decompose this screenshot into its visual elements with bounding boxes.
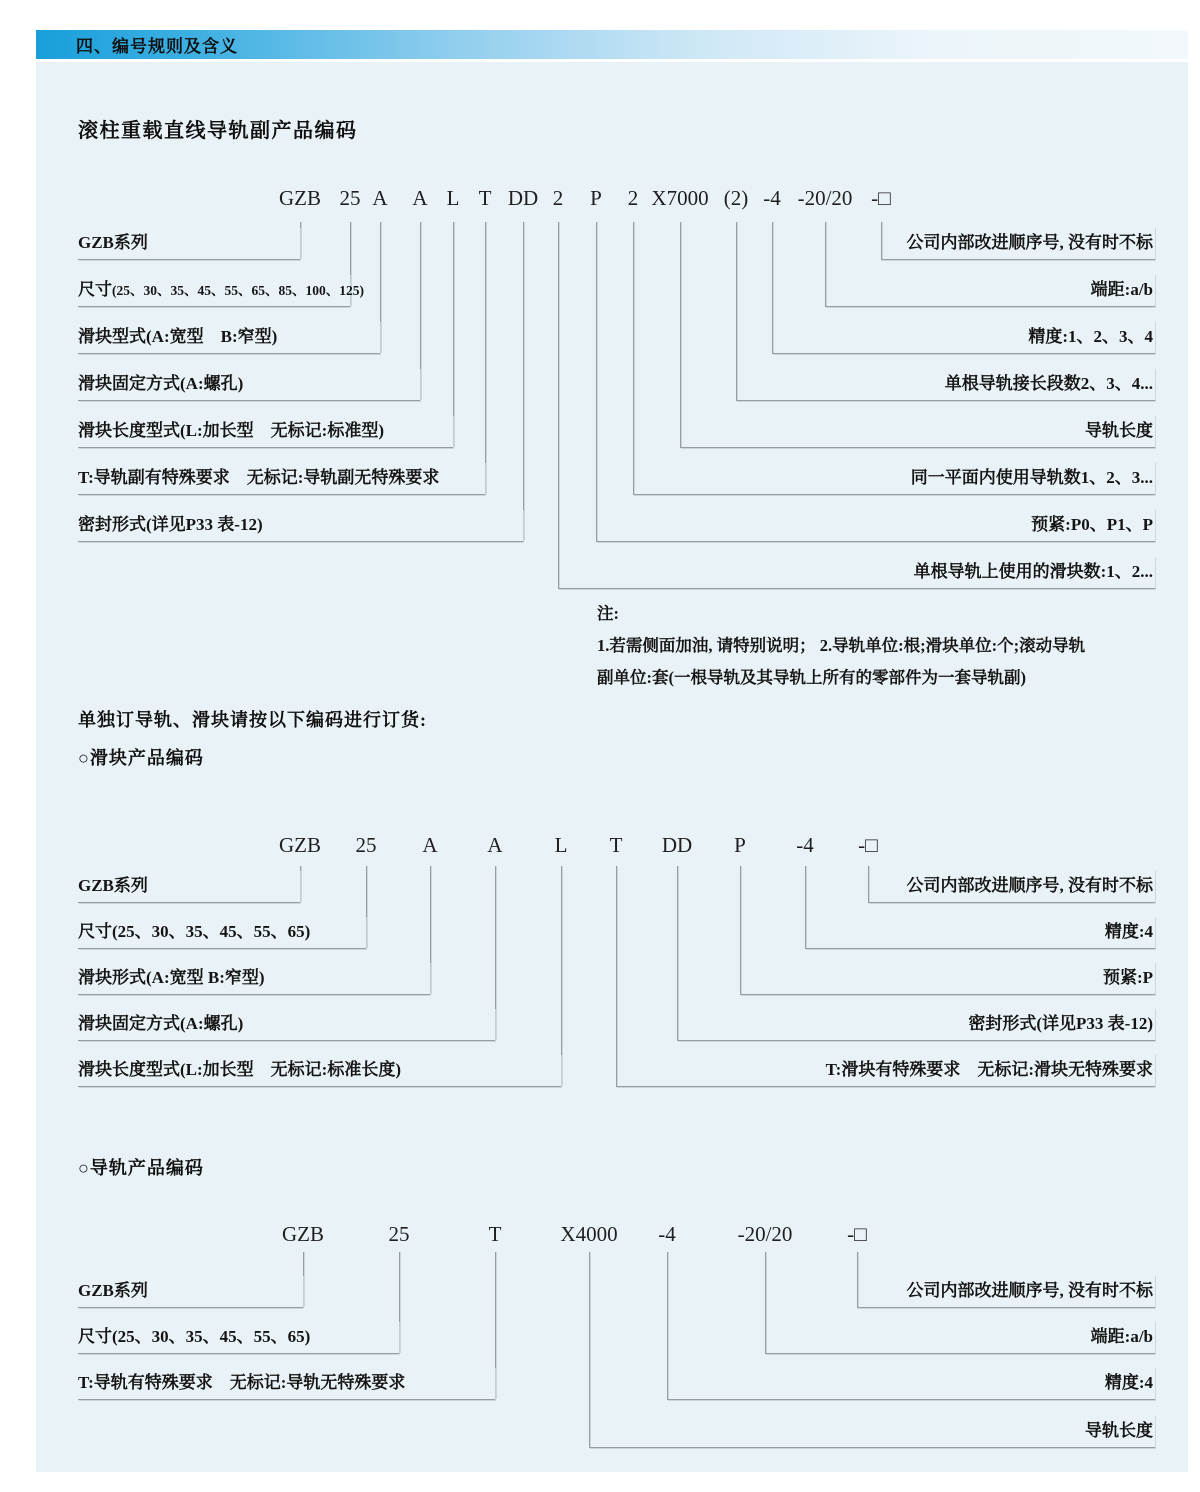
connector-line — [523, 222, 524, 541]
spec-label-main: 尺寸 — [78, 280, 112, 299]
code-token: A — [412, 186, 428, 210]
connector-line — [558, 222, 559, 588]
connector-line — [485, 222, 486, 494]
spec-label-right — [677, 1008, 1155, 1041]
connector-line — [300, 222, 301, 259]
spec-label-text: GZB系列 — [78, 1281, 148, 1300]
spec-label-text: 滑块固定方式(A:螺孔) — [78, 374, 244, 393]
spec-label-text: T:滑块有特殊要求 无标记:滑块无特殊要求 — [825, 1060, 1153, 1079]
spec-label-text: 导轨长度 — [1085, 1421, 1153, 1440]
code-token: 2 — [627, 186, 639, 210]
spec-label-left — [78, 870, 300, 903]
spec-label-right — [740, 962, 1155, 995]
connector-line — [430, 866, 431, 994]
rail-section-heading: ○导轨产品编码 — [78, 1158, 204, 1178]
spec-label-text: 滑块形式(A:宽型 B:窄型) — [78, 968, 265, 987]
code-token: (2) — [723, 186, 749, 210]
code-token: -4 — [763, 186, 781, 210]
spec-label-text: 滑块长度型式(L:加长型 无标记:标准长度) — [78, 1060, 401, 1079]
spec-label-right — [596, 509, 1155, 542]
spec-label-left — [78, 1054, 561, 1087]
section-header-title: 四、编号规则及含义 — [76, 37, 238, 56]
spec-label-text: 单根导轨上使用的滑块数:1、2... — [913, 562, 1153, 581]
code-token: 2 — [552, 186, 564, 210]
spec-label-left — [78, 368, 420, 401]
spec-label-right — [772, 321, 1155, 354]
code-token: 25 — [355, 833, 377, 857]
code-token: GZB — [279, 833, 321, 857]
spec-label-right — [736, 368, 1155, 401]
spec-label-text: 端距:a/b — [1090, 280, 1153, 299]
note-line-1: 1.若需侧面加油, 请特别说明； 2.导轨单位:根;滑块单位:个;滚动导轨 — [597, 636, 1086, 655]
spec-label-right — [558, 556, 1155, 589]
spec-label-text: 滑块长度型式(L:加长型 无标记:标准型) — [78, 421, 384, 440]
connector-line — [680, 222, 681, 447]
spec-label-sub: (25、30、35、45、55、65、85、100、125) — [112, 283, 364, 298]
code-token: A — [372, 186, 388, 210]
code-token: GZB — [282, 1222, 324, 1246]
spec-label-text: 预紧:P — [1102, 968, 1153, 987]
spec-label-right — [881, 227, 1155, 260]
connector-line — [300, 866, 301, 902]
code-token: -20/20 — [737, 1222, 793, 1246]
code-token: T — [478, 186, 492, 210]
code-token: -□ — [847, 1222, 867, 1246]
spec-label-left — [78, 916, 366, 949]
page-title: 滚柱重载直线导轨副产品编码 — [78, 120, 358, 142]
code-token: P — [734, 833, 746, 857]
code-token: X7000 — [651, 186, 709, 210]
code-token: X4000 — [560, 1222, 618, 1246]
code-token: -□ — [871, 186, 891, 210]
code-token: -□ — [858, 833, 878, 857]
spec-label-text: 滑块固定方式(A:螺孔) — [78, 1014, 244, 1033]
spec-label-text: 滑块型式(A:宽型 B:窄型) — [78, 327, 278, 346]
code-token: L — [554, 833, 568, 857]
connector-line — [399, 1252, 400, 1353]
spec-label-text: 精度:4 — [1104, 1373, 1153, 1392]
spec-label-left — [78, 462, 485, 495]
spec-label-left — [78, 321, 380, 354]
code-token: L — [446, 186, 460, 210]
code-token: -4 — [658, 1222, 676, 1246]
spec-label-right — [825, 274, 1155, 307]
connector-line — [420, 222, 421, 400]
spec-label-text: 公司内部改进顺序号, 没有时不标 — [906, 876, 1153, 895]
connector-line — [366, 866, 367, 948]
spec-label-text: GZB系列 — [78, 233, 148, 252]
spec-label-text: 精度:1、2、3、4 — [1028, 327, 1153, 346]
spec-label-left — [78, 1367, 495, 1400]
connector-line — [561, 866, 562, 1086]
note-label: 注: — [597, 604, 619, 623]
connector-line — [616, 866, 617, 1086]
note-line-2: 副单位:套(一根导轨及其导轨上所有的零部件为一套导轨副) — [597, 668, 1026, 687]
spec-label-left — [78, 1321, 399, 1354]
connector-line — [495, 866, 496, 1040]
spec-label-text: GZB系列 — [78, 876, 148, 895]
spec-label-right — [633, 462, 1155, 495]
spec-label-text: 导轨长度 — [1085, 421, 1153, 440]
code-token: -4 — [796, 833, 814, 857]
spec-label-left — [78, 415, 453, 448]
spec-label-text: 公司内部改进顺序号, 没有时不标 — [906, 1281, 1153, 1300]
spec-label-right — [667, 1367, 1155, 1400]
spec-label-text: 公司内部改进顺序号, 没有时不标 — [906, 233, 1153, 252]
spec-label-right — [680, 415, 1155, 448]
spec-label-text: 端距:a/b — [1090, 1327, 1153, 1346]
code-token: DD — [661, 833, 693, 857]
code-token: P — [590, 186, 602, 210]
connector-line — [380, 222, 381, 353]
spec-label-left — [78, 274, 364, 307]
order-instruction-heading: 单独订导轨、滑块请按以下编码进行订货: — [78, 710, 427, 730]
spec-label-left — [78, 1275, 303, 1308]
connector-line — [495, 1252, 496, 1399]
code-token: -20/20 — [797, 186, 853, 210]
code-token: DD — [507, 186, 539, 210]
spec-label-right — [765, 1321, 1155, 1354]
code-token: GZB — [279, 186, 321, 210]
connector-line — [303, 1252, 304, 1307]
spec-label-text: 密封形式(详见P33 表-12) — [968, 1014, 1153, 1033]
spec-label-right — [805, 916, 1155, 949]
spec-label-text: T:导轨有特殊要求 无标记:导轨无特殊要求 — [78, 1373, 406, 1392]
code-token: T — [609, 833, 623, 857]
code-token: A — [422, 833, 438, 857]
spec-label-left — [78, 1008, 495, 1041]
spec-label-left — [78, 509, 523, 542]
spec-label-text: 预紧:P0、P1、P — [1031, 515, 1153, 534]
code-token: 25 — [339, 186, 361, 210]
spec-label-text: T:导轨副有特殊要求 无标记:导轨副无特殊要求 — [78, 468, 440, 487]
connector-line — [633, 222, 634, 494]
spec-label-right — [616, 1054, 1155, 1087]
spec-label-text: 尺寸(25、30、35、45、55、65) — [78, 1327, 311, 1346]
spec-label-right — [868, 870, 1155, 903]
spec-label-text: 同一平面内使用导轨数1、2、3... — [910, 468, 1153, 487]
spec-label-text: 密封形式(详见P33 表-12) — [78, 515, 263, 534]
spec-label-text — [78, 275, 364, 300]
spec-label-left — [78, 962, 430, 995]
spec-label-right — [857, 1275, 1155, 1308]
spec-label-left — [78, 227, 300, 260]
code-token: 25 — [388, 1222, 410, 1246]
spec-label-text: 单根导轨接长段数2、3、4... — [944, 374, 1153, 393]
spec-label-text: 精度:4 — [1104, 922, 1153, 941]
spec-label-text: 尺寸(25、30、35、45、55、65) — [78, 922, 311, 941]
code-token: A — [487, 833, 503, 857]
connector-line — [453, 222, 454, 447]
slider-section-heading: ○滑块产品编码 — [78, 748, 204, 768]
spec-label-right — [589, 1415, 1155, 1448]
connector-line — [596, 222, 597, 541]
code-token: T — [488, 1222, 502, 1246]
